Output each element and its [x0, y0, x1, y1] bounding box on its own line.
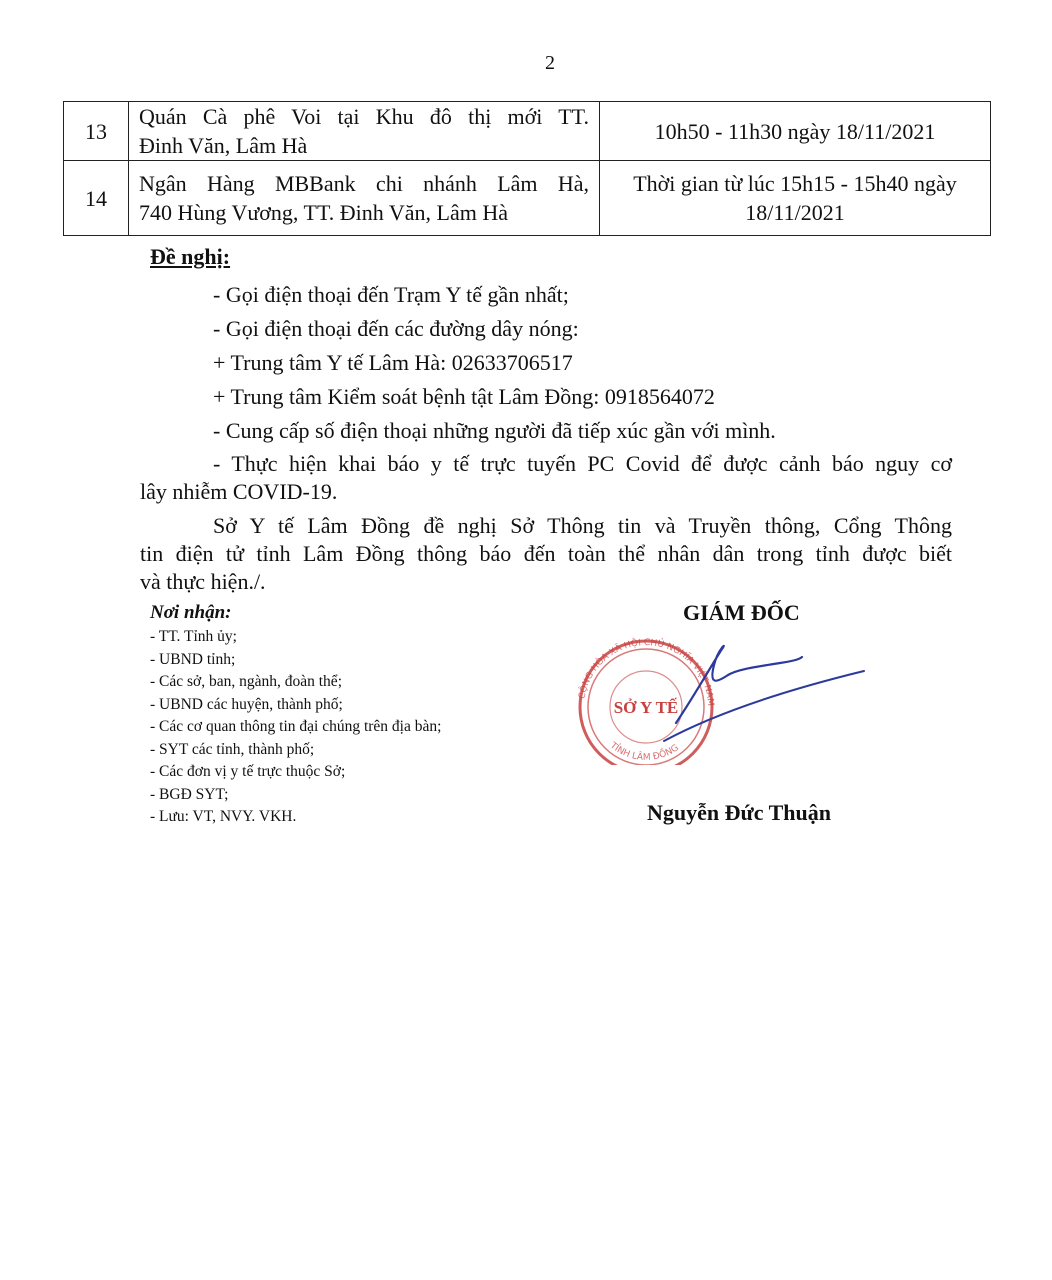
- row-number: 13: [64, 102, 129, 161]
- recipient-item: - SYT các tỉnh, thành phố;: [150, 740, 315, 758]
- official-seal-and-signature: [572, 635, 872, 765]
- recipients-list: [150, 626, 441, 829]
- seal-ring-bottom-text: TỈNH LÂM ĐỒNG: [608, 740, 681, 763]
- recipient-item: - Các đơn vị y tế trực thuộc Sở;: [150, 763, 346, 780]
- recipient-item: - UBND tỉnh;: [150, 650, 236, 668]
- recipient-item: - Các cơ quan thông tin đại chúng trên địa bàn;: [150, 718, 442, 735]
- recipient-item: - Lưu: VT, NVY. VKH.: [150, 808, 297, 825]
- place-line: Ngân Hàng MBBank chi nhánh Lâm Hà,: [139, 171, 589, 196]
- table-row: [64, 161, 991, 236]
- recommendation-item: - Gọi điện thoại đến Trạm Y tế gần nhất;: [213, 282, 569, 307]
- recipient-item: - BGĐ SYT;: [150, 785, 229, 803]
- paragraph-line: - Thực hiện khai báo y tế trực tuyến PC Covid để được cảnh báo nguy cơ: [213, 451, 952, 476]
- paragraph-line: và thực hiện./.: [140, 569, 266, 594]
- row-place: [129, 102, 600, 161]
- paragraph-line: Sở Y tế Lâm Đồng đề nghị Sở Thông tin và Truyền thông, Cổng Thông: [213, 513, 952, 538]
- seal-ring-top-text: CỘNG HÒA XÃ HỘI CHỦ NGHĨA VIỆT NAM: [577, 637, 716, 707]
- recipient-item: - Các sở, ban, ngành, đoàn thể;: [150, 673, 342, 690]
- table-row: [64, 102, 991, 161]
- row-time: [600, 161, 991, 236]
- signer-name: Nguyễn Đức Thuận: [647, 800, 831, 825]
- location-table: [63, 101, 991, 236]
- recommendation-item: + Trung tâm Y tế Lâm Hà: 02633706517: [213, 350, 573, 375]
- time-line: Thời gian từ lúc 15h15 - 15h40 ngày: [633, 171, 957, 196]
- recommendation-item: + Trung tâm Kiểm soát bệnh tật Lâm Đồng: 0918564072: [213, 384, 715, 409]
- time-line: 18/11/2021: [745, 200, 845, 225]
- page-number: 2: [545, 52, 555, 74]
- seal-stamp: [577, 637, 715, 765]
- paragraph-line: lây nhiễm COVID-19.: [140, 479, 338, 504]
- place-line: Đinh Văn, Lâm Hà: [139, 133, 308, 158]
- recipient-item: - TT. Tỉnh ủy;: [150, 628, 237, 645]
- recommendation-title: Đề nghị:: [150, 244, 231, 269]
- closing-paragraph: [140, 512, 952, 596]
- recommendation-item: - Cung cấp số điện thoại những người đã tiếp xúc gần với mình.: [213, 418, 776, 443]
- row-time: [600, 102, 991, 161]
- recipients-title: Nơi nhận:: [150, 602, 232, 623]
- recommendation-item: - Gọi điện thoại đến các đường dây nóng:: [213, 316, 579, 341]
- paragraph-line: tin điện tử tỉnh Lâm Đồng thông báo đến toàn thể nhân dân trong tỉnh được biết: [140, 541, 952, 566]
- row-number: 14: [64, 161, 129, 236]
- time-line: 10h50 - 11h30 ngày 18/11/2021: [654, 118, 936, 144]
- recipient-item: - UBND các huyện, thành phố;: [150, 695, 343, 713]
- place-line: Quán Cà phê Voi tại Khu đô thị mới TT.: [139, 104, 589, 129]
- director-title: GIÁM ĐỐC: [683, 600, 800, 625]
- declaration-paragraph: [140, 450, 952, 506]
- place-line: 740 Hùng Vương, TT. Đinh Văn, Lâm Hà: [139, 200, 509, 225]
- seal-center-text: SỞ Y TẾ: [613, 698, 679, 717]
- row-place: [129, 161, 600, 236]
